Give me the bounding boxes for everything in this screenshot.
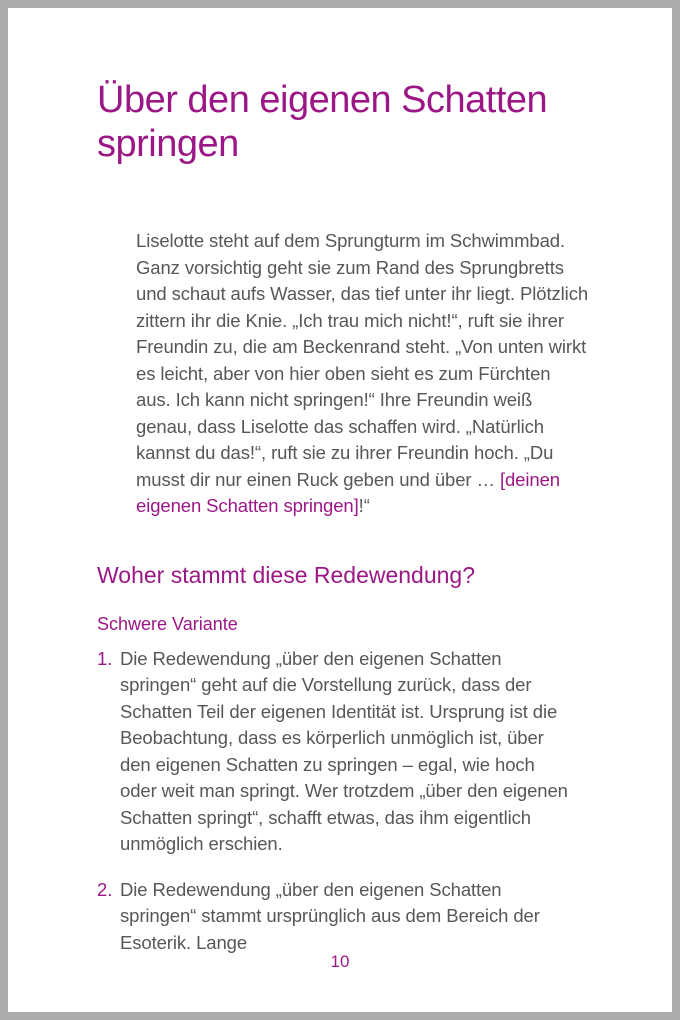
list-item-text: Die Redewendung „über den eigenen Schatten springen“ stammt ursprünglich aus dem Bereich der Esoterik. Lange	[120, 878, 540, 953]
section-heading: Woher stammt diese Redewendung?	[97, 561, 476, 588]
list-item-text: Die Redewendung „über den eigenen Schatten springen“ geht auf die Vorstellung zurück, dass der Schatten Teil der eigenen Identität ist. Ursprung ist die Beobachtung, dass es körperlich unmöglich ist, über den eigenen Schatten zu springen – egal, wie hoch oder weit man springt. Wer trotzdem „über den eigenen Schatten springt“, schafft etwas, das ihm eigentlich unmöglich erschien.	[120, 647, 568, 854]
page-number: 10	[330, 952, 350, 971]
question-list	[97, 646, 569, 957]
list-item-number: 2.	[97, 878, 113, 900]
story-paragraph	[136, 228, 590, 520]
story-text-after: !“	[358, 495, 370, 516]
page-title: Über den eigenen Schatten springen	[97, 79, 548, 165]
variant-label: Schwere Variante	[97, 613, 238, 634]
list-item-number: 1.	[97, 647, 113, 669]
list-item	[97, 877, 569, 957]
story-text-before: Liselotte steht auf dem Sprungturm im Schwimmbad. Ganz vorsichtig geht sie zum Rand des Sprungbretts und schaut aufs Wasser, das tief unter ihr liegt. Plötzlich zittern ihr die Knie. „Ich trau mich nicht!“, ruft sie ihrer Freundin zu, die am Beckenrand steht. „Von unten wirkt es leicht, aber von hier oben sieht es zum Fürchten aus. Ich kann nicht springen!“ Ihre Freundin weiß genau, dass Liselotte das schaffen wird. „Natürlich kannst du das!“, ruft sie zu ihrer Freundin hoch. „Du musst dir nur einen Ruck geben und über …	[136, 230, 589, 490]
book-page	[8, 8, 672, 1012]
list-item	[97, 646, 569, 858]
story-highlight: [deinen eigenen Schatten springen]	[136, 468, 560, 516]
